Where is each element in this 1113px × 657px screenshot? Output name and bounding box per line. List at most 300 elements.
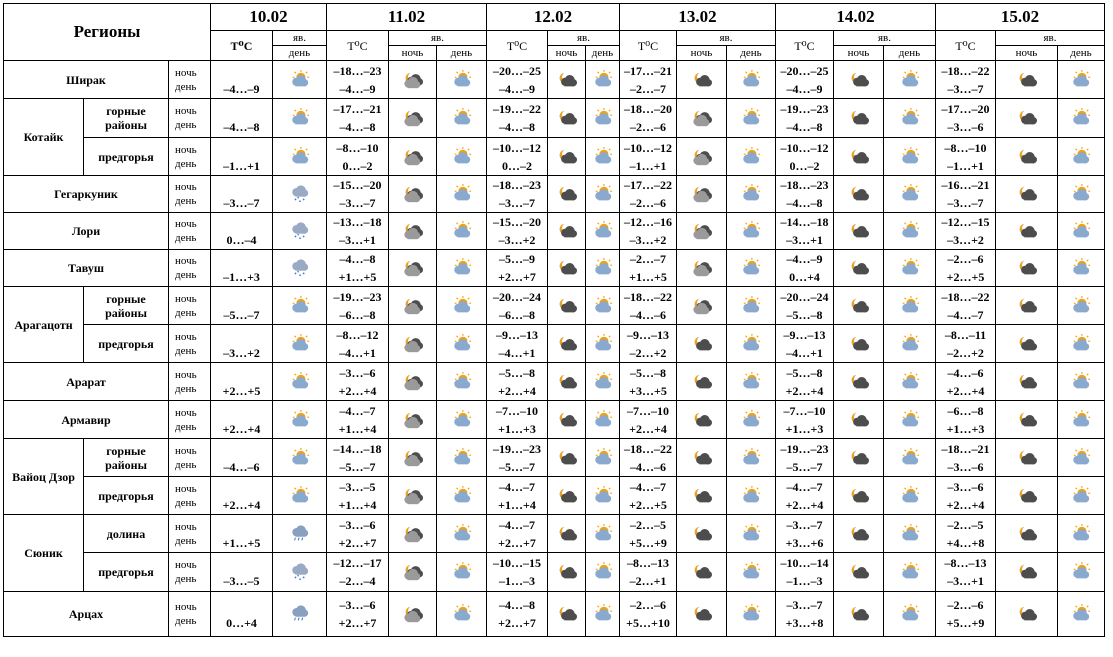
temp-cell <box>327 401 389 439</box>
partly-cloudy-day-icon <box>451 372 473 392</box>
day-weather-cell <box>727 401 776 439</box>
partly-cloudy-day-icon <box>289 334 311 354</box>
night-temp: –9…–13 <box>496 327 538 342</box>
snow-cloud-icon <box>289 562 311 582</box>
night-weather-cell <box>548 515 586 553</box>
night-temp: –18…–20 <box>624 102 672 116</box>
day-weather-cell <box>586 325 620 363</box>
day-temp: –3…–7 <box>947 81 984 96</box>
night-temp: –3…–6 <box>339 517 376 532</box>
day-temp: +3…+6 <box>785 535 824 550</box>
weather-cell <box>273 176 327 213</box>
weather-cell <box>273 99 327 138</box>
time-of-day-labels <box>169 287 211 325</box>
day-label: день <box>175 382 197 395</box>
day-temp: +2…+4 <box>946 383 985 398</box>
weather-cell <box>273 553 327 592</box>
phenomena-header: яв. <box>996 31 1105 46</box>
day-weather-cell <box>586 515 620 553</box>
day-weather-cell <box>437 401 487 439</box>
moon-cloud-icon <box>1016 562 1038 582</box>
night-weather-cell <box>834 213 884 250</box>
moon-cloud-icon <box>556 448 578 468</box>
moon-cloud-icon <box>691 448 713 468</box>
day-weather-cell <box>437 138 487 176</box>
partly-cloudy-day-icon <box>592 296 614 316</box>
night-temp <box>211 516 272 534</box>
day-temp: 0…–2 <box>502 158 532 173</box>
temp-col-header: T⁰C <box>327 31 389 61</box>
temp-cell <box>776 176 834 213</box>
partly-cloudy-night-icon <box>691 258 713 278</box>
temp-cell <box>776 138 834 176</box>
date-header: 13.02 <box>620 4 776 31</box>
day-temp: +1…+3 <box>785 421 824 436</box>
night-weather-cell <box>996 213 1058 250</box>
forecast-table <box>3 3 1105 637</box>
snow-cloud-icon <box>289 184 311 204</box>
moon-cloud-icon <box>848 296 870 316</box>
rain-cloud-icon <box>289 604 311 624</box>
partly-cloudy-day-icon <box>899 108 921 128</box>
night-temp: –7…–10 <box>627 403 669 418</box>
night-weather-cell <box>548 325 586 363</box>
night-temp <box>211 554 272 572</box>
day-temp: –3…–7 <box>499 196 535 210</box>
day-weather-cell <box>884 138 936 176</box>
time-of-day-labels <box>169 250 211 287</box>
moon-cloud-icon <box>848 258 870 278</box>
night-temp: –17…–22 <box>624 178 672 192</box>
day-temp: +1…+5 <box>629 270 667 284</box>
day-weather-cell <box>884 401 936 439</box>
night-weather-cell <box>834 287 884 325</box>
moon-cloud-icon <box>848 108 870 128</box>
day-col-header: день <box>437 46 487 61</box>
day-weather-cell <box>586 138 620 176</box>
partly-cloudy-night-icon <box>402 70 424 90</box>
temp-col-header: T⁰C <box>620 31 677 61</box>
temp-cell <box>487 176 548 213</box>
partly-cloudy-day-icon <box>1070 184 1092 204</box>
night-weather-cell <box>834 99 884 138</box>
night-temp: –20…–24 <box>780 289 829 304</box>
temp-cell <box>776 553 834 592</box>
night-weather-cell <box>389 477 437 515</box>
phenomena-header: яв. <box>548 31 620 46</box>
temp-cell <box>620 477 677 515</box>
night-weather-cell <box>996 287 1058 325</box>
day-temp: +2…+7 <box>338 616 377 630</box>
night-label: ночь <box>175 444 197 457</box>
day-weather-cell <box>586 439 620 477</box>
table-row <box>4 515 1105 553</box>
time-of-day-labels <box>169 325 211 363</box>
day-weather-cell <box>884 176 936 213</box>
night-temp: –17…–20 <box>941 102 990 116</box>
time-of-day-labels <box>169 439 211 477</box>
night-temp: –12…–15 <box>941 215 990 229</box>
partly-cloudy-day-icon <box>451 562 473 582</box>
night-weather-cell <box>677 363 727 401</box>
partly-cloudy-day-icon <box>740 524 762 544</box>
night-temp: –18…–22 <box>941 63 990 78</box>
night-weather-cell <box>677 325 727 363</box>
night-weather-cell <box>389 592 437 637</box>
night-temp: –4…–7 <box>339 403 376 418</box>
night-temp: –2…–5 <box>630 517 666 532</box>
partly-cloudy-night-icon <box>402 184 424 204</box>
temp-col-header: T⁰C <box>776 31 834 61</box>
partly-cloudy-night-icon <box>691 296 713 316</box>
partly-cloudy-night-icon <box>402 372 424 392</box>
temp-cell <box>776 401 834 439</box>
night-weather-cell <box>834 363 884 401</box>
moon-cloud-icon <box>848 604 870 624</box>
moon-cloud-icon <box>556 410 578 430</box>
day-weather-cell <box>437 250 487 287</box>
temp-cell <box>327 287 389 325</box>
temp-cell <box>487 325 548 363</box>
night-label: ночь <box>175 105 197 117</box>
day-temp: +2…+4 <box>222 421 261 436</box>
day-weather-cell <box>437 363 487 401</box>
temp-cell <box>936 61 996 99</box>
night-weather-cell <box>677 176 727 213</box>
night-weather-cell <box>548 592 586 637</box>
night-temp: –18…–23 <box>493 178 541 192</box>
night-col-header: ночь <box>996 46 1058 61</box>
phenomena-header: яв. <box>273 31 327 46</box>
partly-cloudy-night-icon <box>402 524 424 544</box>
day-temp: –2…+2 <box>629 345 667 360</box>
day-weather-cell <box>1058 439 1105 477</box>
day-weather-cell <box>1058 592 1105 637</box>
partly-cloudy-day-icon <box>1070 258 1092 278</box>
partly-cloudy-day-icon <box>289 147 311 167</box>
temp-cell <box>776 287 834 325</box>
day-temp: –3…–6 <box>947 459 984 474</box>
day-temp: –4…–7 <box>947 307 984 322</box>
day-temp: –3…+2 <box>629 233 667 247</box>
region-name: Арарат <box>4 363 169 401</box>
day-temp: –2…+1 <box>629 574 667 588</box>
partly-cloudy-day-icon <box>1070 524 1092 544</box>
night-label: ночь <box>175 292 197 305</box>
moon-cloud-icon <box>691 604 713 624</box>
partly-cloudy-day-icon <box>451 410 473 430</box>
weather-cell <box>273 61 327 99</box>
day-weather-cell <box>727 553 776 592</box>
day-weather-cell <box>1058 61 1105 99</box>
night-temp: –8…–12 <box>336 327 379 342</box>
partly-cloudy-day-icon <box>740 147 762 167</box>
partly-cloudy-day-icon <box>289 448 311 468</box>
partly-cloudy-day-icon <box>899 372 921 392</box>
weather-cell <box>273 287 327 325</box>
day-temp: +2…+4 <box>498 383 536 398</box>
time-of-day-labels <box>169 401 211 439</box>
temp-cell <box>487 250 548 287</box>
table-row <box>4 477 1105 515</box>
day-weather-cell <box>1058 553 1105 592</box>
partly-cloudy-day-icon <box>592 448 614 468</box>
night-weather-cell <box>996 401 1058 439</box>
temp-cell <box>936 176 996 213</box>
partly-cloudy-day-icon <box>1070 486 1092 506</box>
day-temp: –4…–9 <box>339 81 376 96</box>
night-temp: –4…–7 <box>499 517 535 532</box>
night-temp: –8…–10 <box>944 140 987 155</box>
temp-cell <box>487 363 548 401</box>
partly-cloudy-day-icon <box>592 147 614 167</box>
partly-cloudy-day-icon <box>592 334 614 354</box>
night-temp: –5…–8 <box>499 365 535 380</box>
night-weather-cell <box>677 592 727 637</box>
day-temp: +2…+5 <box>629 497 667 512</box>
day-weather-cell <box>1058 287 1105 325</box>
day-weather-cell <box>586 553 620 592</box>
day-temp: –4…–6 <box>223 459 260 474</box>
night-temp: –2…–6 <box>947 598 984 612</box>
subregion-name: горные районы <box>84 439 169 477</box>
partly-cloudy-day-icon <box>740 221 762 241</box>
day-label: день <box>175 496 197 509</box>
day-temp: –4…–6 <box>630 459 666 474</box>
table-row <box>4 138 1105 176</box>
night-weather-cell <box>548 287 586 325</box>
night-label: ночь <box>175 368 197 381</box>
day-temp: –4…+1 <box>786 345 823 360</box>
day-temp: –4…+1 <box>498 345 536 360</box>
night-weather-cell <box>996 325 1058 363</box>
night-temp <box>211 139 272 157</box>
night-weather-cell <box>677 138 727 176</box>
day-weather-cell <box>586 61 620 99</box>
time-of-day-labels <box>169 515 211 553</box>
rain-cloud-icon <box>289 524 311 544</box>
day-temp: –4…–8 <box>339 120 376 134</box>
temp-cell <box>936 287 996 325</box>
temp-cell <box>487 213 548 250</box>
day-weather-cell <box>884 99 936 138</box>
night-temp <box>211 440 272 458</box>
table-row <box>4 213 1105 250</box>
temp-cell <box>327 363 389 401</box>
day-temp: –3…–7 <box>339 196 376 210</box>
day-weather-cell <box>727 213 776 250</box>
day-temp: –3…+1 <box>786 233 823 247</box>
temp-cell <box>620 592 677 637</box>
night-temp: –20…–25 <box>493 63 541 78</box>
night-weather-cell <box>834 176 884 213</box>
moon-cloud-icon <box>1016 184 1038 204</box>
temp-cell <box>620 213 677 250</box>
day-temp: +5…+10 <box>626 616 670 630</box>
night-weather-cell <box>548 61 586 99</box>
day-temp: –5…–7 <box>223 307 260 322</box>
day-weather-cell <box>727 477 776 515</box>
table-row <box>4 250 1105 287</box>
partly-cloudy-night-icon <box>402 258 424 278</box>
night-temp: –15…–20 <box>493 215 541 229</box>
partly-cloudy-day-icon <box>1070 604 1092 624</box>
day-weather-cell <box>1058 401 1105 439</box>
partly-cloudy-day-icon <box>1070 334 1092 354</box>
day-temp: 0…+4 <box>789 270 820 284</box>
partly-cloudy-day-icon <box>592 524 614 544</box>
night-weather-cell <box>677 61 727 99</box>
day-weather-cell <box>727 99 776 138</box>
day-temp: –1…+3 <box>223 270 260 284</box>
night-temp <box>211 213 272 231</box>
day-weather-cell <box>884 213 936 250</box>
partly-cloudy-day-icon <box>740 448 762 468</box>
partly-cloudy-day-icon <box>899 604 921 624</box>
night-temp: –17…–21 <box>333 102 382 116</box>
night-temp: –3…–7 <box>786 598 823 612</box>
night-temp: –3…–7 <box>786 517 823 532</box>
temp-cell <box>211 287 273 325</box>
night-weather-cell <box>834 477 884 515</box>
partly-cloudy-day-icon <box>289 410 311 430</box>
day-col-header: день <box>1058 46 1105 61</box>
night-temp: –5…–9 <box>499 252 535 266</box>
date-header: 15.02 <box>936 4 1105 31</box>
moon-cloud-icon <box>848 524 870 544</box>
day-weather-cell <box>586 250 620 287</box>
time-of-day-labels <box>169 363 211 401</box>
night-temp: –2…–6 <box>947 252 984 266</box>
day-weather-cell <box>727 138 776 176</box>
night-label: ночь <box>175 255 197 267</box>
moon-cloud-icon <box>848 448 870 468</box>
partly-cloudy-day-icon <box>451 147 473 167</box>
day-weather-cell <box>884 363 936 401</box>
day-temp: –3…+2 <box>947 233 984 247</box>
night-weather-cell <box>677 99 727 138</box>
day-temp: –4…–6 <box>630 307 666 322</box>
night-temp: –3…–6 <box>339 365 376 380</box>
partly-cloudy-night-icon <box>691 221 713 241</box>
temp-cell <box>327 477 389 515</box>
night-weather-cell <box>548 553 586 592</box>
day-temp: –4…–8 <box>499 120 535 134</box>
weather-cell <box>273 592 327 637</box>
temp-cell <box>936 138 996 176</box>
night-weather-cell <box>389 213 437 250</box>
moon-cloud-icon <box>556 604 578 624</box>
partly-cloudy-day-icon <box>451 448 473 468</box>
night-weather-cell <box>548 250 586 287</box>
moon-cloud-icon <box>1016 604 1038 624</box>
moon-cloud-icon <box>848 70 870 90</box>
table-row <box>4 553 1105 592</box>
day-temp: –5…–7 <box>339 459 376 474</box>
partly-cloudy-day-icon <box>592 70 614 90</box>
day-temp: –1…+1 <box>629 158 667 173</box>
day-label: день <box>175 306 197 319</box>
temp-cell <box>211 99 273 138</box>
night-temp: –15…–20 <box>333 178 382 192</box>
partly-cloudy-day-icon <box>451 70 473 90</box>
temp-cell <box>327 553 389 592</box>
moon-cloud-icon <box>556 562 578 582</box>
temp-cell <box>487 99 548 138</box>
temp-cell <box>487 61 548 99</box>
day-weather-cell <box>727 592 776 637</box>
night-temp: –17…–21 <box>624 63 672 78</box>
moon-cloud-icon <box>1016 70 1038 90</box>
day-weather-cell <box>884 477 936 515</box>
night-label: ночь <box>175 66 197 79</box>
night-temp: –19…–23 <box>780 441 829 456</box>
night-weather-cell <box>834 515 884 553</box>
day-weather-cell <box>1058 363 1105 401</box>
day-weather-cell <box>884 250 936 287</box>
temp-cell <box>487 287 548 325</box>
time-of-day-labels <box>169 553 211 592</box>
temp-cell <box>327 213 389 250</box>
day-temp: –1…–3 <box>499 574 535 588</box>
temp-cell <box>936 477 996 515</box>
temp-cell <box>211 138 273 176</box>
temp-cell <box>936 553 996 592</box>
moon-cloud-icon <box>1016 258 1038 278</box>
partly-cloudy-day-icon <box>1070 70 1092 90</box>
partly-cloudy-day-icon <box>1070 372 1092 392</box>
partly-cloudy-day-icon <box>1070 296 1092 316</box>
day-temp: –4…–8 <box>223 120 260 134</box>
night-weather-cell <box>834 325 884 363</box>
partly-cloudy-day-icon <box>740 184 762 204</box>
day-weather-cell <box>1058 515 1105 553</box>
temp-cell <box>936 213 996 250</box>
day-temp: –3…+1 <box>947 574 984 588</box>
temp-cell <box>936 363 996 401</box>
partly-cloudy-day-icon <box>592 562 614 582</box>
day-weather-cell <box>727 287 776 325</box>
night-weather-cell <box>677 401 727 439</box>
region-name: Сюник <box>4 515 84 592</box>
temp-cell <box>620 401 677 439</box>
night-weather-cell <box>389 515 437 553</box>
time-of-day-labels <box>169 61 211 99</box>
night-weather-cell <box>834 401 884 439</box>
moon-cloud-icon <box>1016 334 1038 354</box>
temp-cell <box>487 477 548 515</box>
night-temp: –10…–12 <box>493 140 541 155</box>
night-col-header: ночь <box>834 46 884 61</box>
day-temp: –4…–9 <box>786 81 823 96</box>
night-temp: –4…–8 <box>339 252 376 266</box>
day-temp: –2…–7 <box>630 81 666 96</box>
day-temp: 0…+4 <box>226 616 257 630</box>
partly-cloudy-night-icon <box>691 108 713 128</box>
temp-cell <box>776 250 834 287</box>
day-temp: 0…–2 <box>789 158 820 173</box>
weather-cell <box>273 363 327 401</box>
day-temp: –3…–5 <box>223 574 260 588</box>
day-weather-cell <box>586 213 620 250</box>
night-temp: –8…–13 <box>627 556 669 570</box>
day-temp: +2…+7 <box>498 535 536 550</box>
day-temp: –2…+2 <box>947 345 984 360</box>
night-temp: –3…–5 <box>339 479 376 494</box>
partly-cloudy-day-icon <box>289 486 311 506</box>
partly-cloudy-day-icon <box>451 108 473 128</box>
region-name: Арагацотн <box>4 287 84 363</box>
